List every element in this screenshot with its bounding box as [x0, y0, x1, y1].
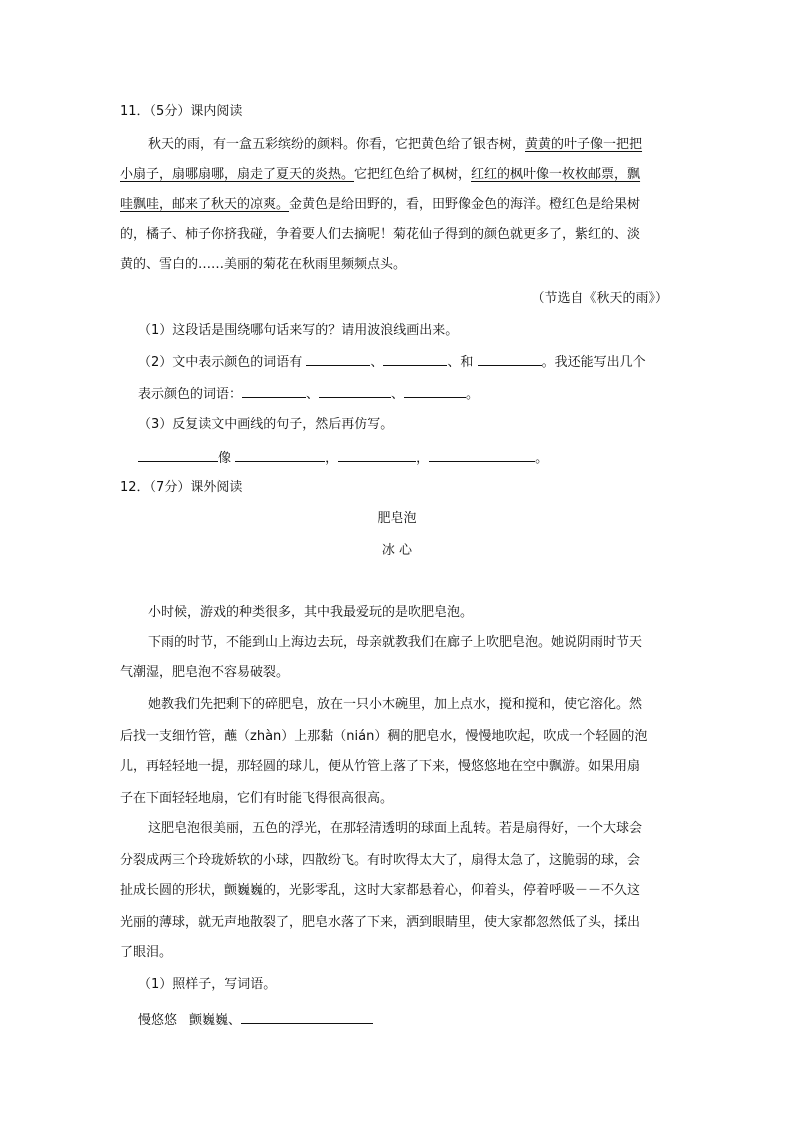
answer-blank[interactable]: [306, 352, 370, 366]
answer-blank[interactable]: [319, 384, 391, 398]
answer-blank[interactable]: [138, 448, 218, 462]
q11-passage-line-4: 的，橘子、柿子你挤我碰，争着要人们去摘呢！菊花仙子得到的颜色就更多了，紫红的、淡: [120, 227, 641, 242]
q12-author: 冰 心: [381, 543, 413, 558]
q11-passage-line-3: 哇飘哇，邮来了秋天的凉爽。金黄色是给田野的，看，田野像金色的海洋。橙红色是给果树: [120, 197, 641, 212]
q11-sub3-fill: 像 ， ， 。: [138, 448, 548, 468]
answer-blank[interactable]: [242, 384, 306, 398]
answer-blank[interactable]: [478, 352, 542, 366]
q12-para-2-line-1: 下雨的时节，不能到山上海边去玩，母亲就教我们在廊子上吹肥皂泡。她说阴雨时节天: [148, 635, 643, 650]
q12-title: 肥皂泡: [377, 511, 417, 526]
q12-para-3-line-3: 儿，再轻轻地一提，那轻圆的球儿，便从竹管上落了下来，慢悠悠地在空中飘游。如果用扇: [120, 759, 641, 774]
q11-passage-line-5: 黄的、雪白的……美丽的菊花在秋雨里频频点头。: [120, 257, 407, 272]
answer-blank[interactable]: [429, 448, 535, 462]
q12-para-3-line-1: 她教我们先把剩下的碎肥皂，放在一只小木碗里，加上点水，搅和搅和，使它溶化。然: [148, 697, 643, 712]
q12-sub1-example: 慢悠悠 颤巍巍、: [138, 1010, 373, 1030]
underlined-sentence-2a: 红红的枫叶像一枚枚邮票，飘: [471, 167, 641, 182]
q12-para-4-line-2: 分裂成两三个玲珑娇软的小球，四散纷飞。有时吹得太大了，扇得太急了，这脆弱的球，会: [120, 853, 641, 868]
underlined-sentence-1a: 黄黄的叶子像一把把: [525, 137, 643, 152]
answer-blank[interactable]: [235, 448, 325, 462]
q11-header: 11．（5分）课内阅读: [120, 104, 243, 119]
underlined-sentence-2b: 哇飘哇，邮来了秋天的凉爽。: [120, 197, 290, 212]
q11-source: （节选自《秋天的雨》）: [531, 291, 668, 306]
q12-para-2-line-2: 气潮湿，肥皂泡不容易破裂。: [120, 665, 290, 680]
q12-para-4-line-1: 这肥皂泡很美丽，五色的浮光，在那轻清透明的球面上乱转。若是扇得好，一个大球会: [148, 821, 643, 836]
q12-para-3-line-2: 后找一支细竹管，蘸（zhàn）上那黏（nián）稠的肥皂水，慢慢地吹起，吹成一个轻圆的泡: [120, 729, 648, 744]
q11-sub3: （3）反复读文中画线的句子，然后再仿写。: [138, 417, 394, 432]
q11-passage-line-1: 秋天的雨，有一盒五彩缤纷的颜料。你看，它把黄色给了银杏树，黄黄的叶子像一把把: [148, 137, 643, 152]
q12-para-4-line-5: 了眼泪。: [120, 945, 173, 960]
q11-sub2-line-1: （2）文中表示颜色的词语有 、 、和 。我还能写出几个: [138, 352, 646, 372]
q12-para-3-line-4: 子在下面轻轻地扇，它们有时能飞得很高很高。: [120, 791, 394, 806]
answer-blank[interactable]: [404, 384, 466, 398]
answer-blank[interactable]: [383, 352, 447, 366]
q12-header: 12．（7分）课外阅读: [120, 480, 243, 495]
q11-passage-line-2: 小扇子，扇哪扇哪，扇走了夏天的炎热。它把红色给了枫树，红红的枫叶像一枚枚邮票，飘: [120, 167, 641, 182]
q12-sub1: （1）照样子，写词语。: [138, 977, 277, 992]
answer-blank[interactable]: [241, 1010, 373, 1024]
answer-blank[interactable]: [338, 448, 416, 462]
q12-para-4-line-3: 扯成长圆的形状，颤巍巍的，光影零乱，这时大家都悬着心，仰着头，停着呼吸－－不久这: [120, 883, 641, 898]
q11-sub1: （1）这段话是围绕哪句话来写的？请用波浪线画出来。: [138, 323, 459, 338]
underlined-sentence-1b: 小扇子，扇哪扇哪，扇走了夏天的炎热。: [120, 167, 355, 182]
q11-sub2-line-2: 表示颜色的词语： 、 、 。: [138, 384, 479, 404]
q12-para-1-line-1: 小时候，游戏的种类很多，其中我最爱玩的是吹肥皂泡。: [148, 605, 474, 620]
q12-para-4-line-4: 光丽的薄球，就无声地散裂了，肥皂水落了下来，洒到眼睛里，使大家都忽然低了头，揉出: [120, 915, 641, 930]
